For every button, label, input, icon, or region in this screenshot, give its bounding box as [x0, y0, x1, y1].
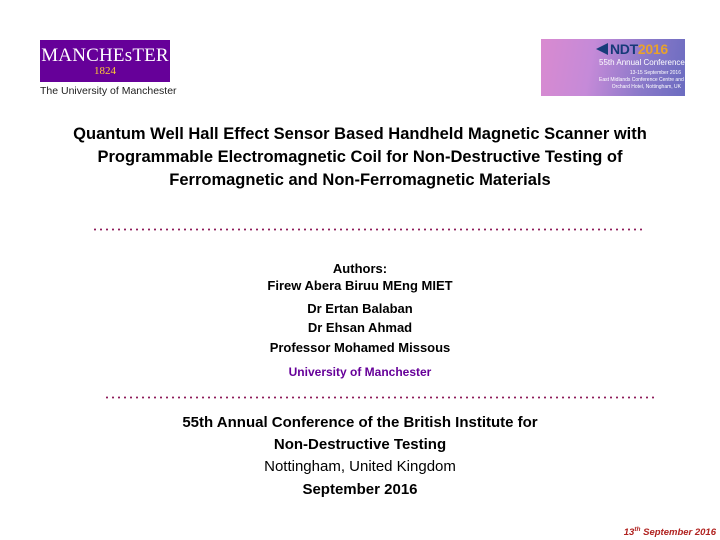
presentation-title: Quantum Well Hall Effect Sensor Based Handheld Magnetic Scanner with Programmable Electromagnetic Coil for Non-Destructive Testing of Ferromagnetic and Non-Ferromagnetic Materials: [73, 125, 647, 189]
ndt-logo-brand: NDT: [610, 41, 638, 57]
dotted-divider-top: [92, 228, 642, 231]
author-name: Dr Ehsan Ahmad: [307, 320, 413, 335]
ndt-logo-line2: 13-15 September 2016: [629, 70, 681, 76]
conference-name-line2: Non-Destructive Testing: [273, 436, 447, 453]
ndt-logo-title: [610, 41, 668, 57]
manchester-logo-year: 1824: [94, 64, 116, 77]
footer-month-year: September 2016: [640, 527, 716, 539]
ndt2016-conference-logo: [541, 39, 685, 96]
author-name: Dr Ertan Balaban: [307, 301, 413, 316]
author-name: Professor Mohamed Missous: [269, 340, 451, 355]
authors-heading: Authors:: [332, 261, 388, 276]
footer-day: 13: [623, 527, 635, 539]
dotted-divider-bottom: [104, 396, 654, 399]
university-of-manchester-logo: [40, 40, 176, 98]
ndt-triangle-icon: [596, 43, 608, 55]
manchester-logo-wordmark: MANCHEsTER: [41, 44, 169, 66]
footer-date: [624, 526, 716, 538]
ndt-logo-line4: Orchard Hotel, Nottingham, UK: [611, 84, 681, 90]
ndt-logo-year: 2016: [637, 41, 668, 57]
author-name: Firew Abera Biruu MEng MIET: [267, 278, 453, 293]
manchester-logo-subtitle: The University of Manchester: [40, 85, 177, 97]
affiliation: University of Manchester: [288, 365, 432, 379]
conference-name-line1: 55th Annual Conference of the British Institute for: [182, 414, 538, 431]
manchester-logo-box: [40, 40, 170, 82]
footer-day-suffix: th: [634, 526, 641, 533]
conference-date: September 2016: [302, 481, 418, 498]
conference-location: Nottingham, United Kingdom: [264, 458, 456, 475]
ndt-logo-line3: East Midlands Conference Centre and: [599, 77, 684, 83]
ndt-logo-line1: 55th Annual Conference: [599, 58, 685, 67]
